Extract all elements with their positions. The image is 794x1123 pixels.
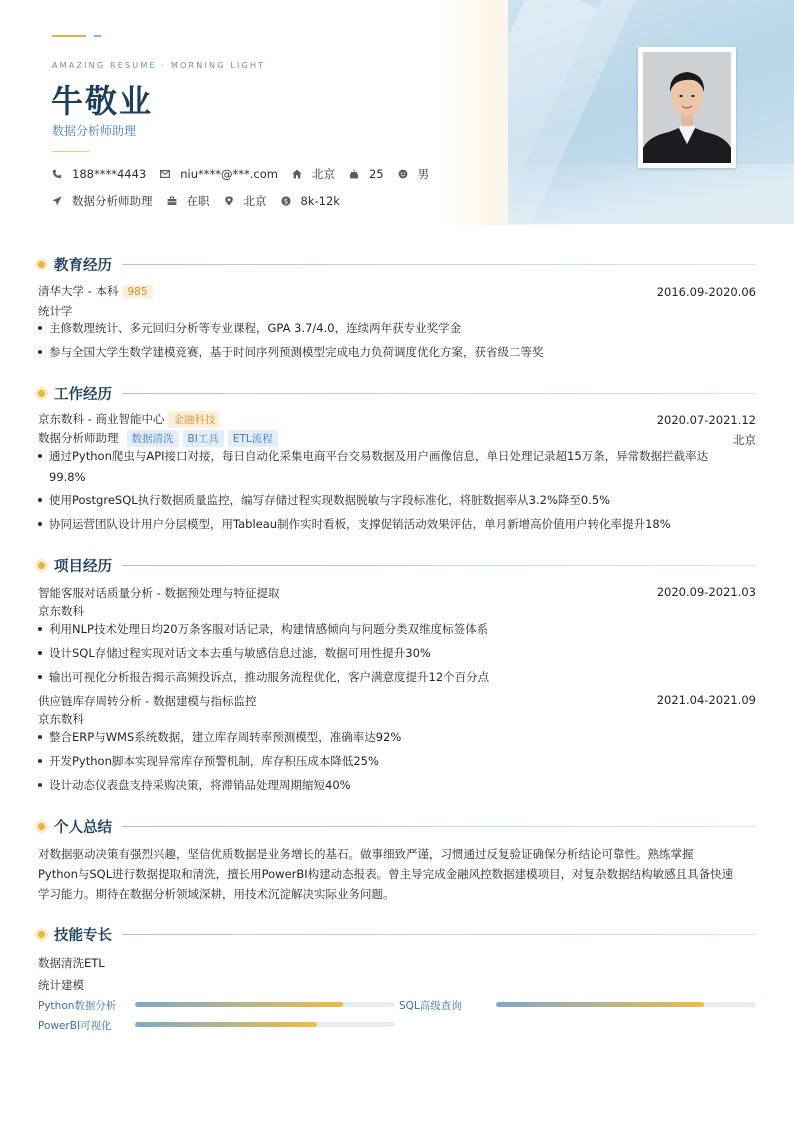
section-title-work: 工作经历 <box>54 387 112 403</box>
project-name: 智能客服对话质量分析 - 数据预处理与特征提取 <box>38 586 280 600</box>
section-rule <box>122 934 756 935</box>
project-date: 2021.04-2021.09 <box>656 693 756 707</box>
education-bullet: 参与全国大学生数学建模竞赛，基于时间序列预测模型完成电力负荷调度优化方案，获省级二等奖 <box>38 342 739 362</box>
skill-item: 统计建模 <box>38 978 84 992</box>
section-rule <box>122 393 756 394</box>
skill-bar-fill <box>135 1022 317 1027</box>
salary-item: $ 8k-12k <box>281 194 340 208</box>
section-title-projects: 项目经历 <box>54 559 112 575</box>
project-bullet: 整合ERP与WMS系统数据，建立库存周转率预测模型，准确率达92% <box>38 727 739 747</box>
project-bullet: 设计SQL存储过程实现对话文本去重与敏感信息过滤，数据可用性提升30% <box>38 643 739 663</box>
education-bullet: 主修数理统计、多元回归分析等专业课程，GPA 3.7/4.0，连续两年获专业奖学金 <box>38 318 739 338</box>
project-bullet: 输出可视化分析报告揭示高频投诉点，推动服务流程优化，客户满意度提升12个百分点 <box>38 667 739 687</box>
project-org: 京东数科 <box>38 604 84 618</box>
resume-tagline: AMAZING RESUME · MORNING LIGHT <box>52 61 266 70</box>
gender-item: 男 <box>398 166 430 182</box>
section-skills <box>36 924 756 945</box>
profile-photo <box>638 47 736 168</box>
section-dot-icon <box>38 823 45 830</box>
school-name: 清华大学 - 本科 <box>38 284 119 298</box>
section-education <box>36 254 756 275</box>
age-item: 25 <box>349 167 384 181</box>
section-rule <box>122 264 756 265</box>
section-title-summary: 个人总结 <box>54 820 112 836</box>
project-name: 供应链库存周转分析 - 数据建模与指标监控 <box>38 694 257 708</box>
skill-bar-fill <box>496 1002 704 1007</box>
project-bullet: 开发Python脚本实现异常库存预警机制，库存积压成本降低25% <box>38 751 739 771</box>
section-projects <box>36 555 756 576</box>
section-dot-icon <box>38 931 45 938</box>
home-icon <box>292 169 302 179</box>
section-work <box>36 383 756 404</box>
header-accent-blue <box>94 35 101 37</box>
project-header <box>38 585 756 601</box>
project-header <box>38 693 756 709</box>
company-tag: 金融科技 <box>168 411 220 428</box>
city-item: 北京 <box>292 166 335 182</box>
skill-tag: ETL流程 <box>228 430 278 447</box>
project-org: 京东数科 <box>38 712 84 726</box>
skill-bar <box>496 1002 756 1007</box>
job-intent-row <box>52 193 354 209</box>
summary-line: 对数据驱动决策有强烈兴趣，坚信优质数据是业务增长的基石。做事细致严谨，习惯通过反复验证确保分析结论可靠性。熟练掌握 <box>38 847 694 861</box>
work-bullet: 协同运营团队设计用户分层模型，用Tableau制作实时看板，支撑促销活动效果评估，单月新增高价值用户转化率提升18% <box>38 514 739 534</box>
work-date: 2020.07-2021.12 <box>656 413 756 427</box>
section-title-skills: 技能专长 <box>54 928 112 944</box>
salary-icon <box>281 196 291 206</box>
project-date: 2020.09-2021.03 <box>656 585 756 599</box>
skill-bar-label: SQL高级查询 <box>399 1000 462 1012</box>
work-location: 北京 <box>733 433 756 447</box>
project-bullet: 设计动态仪表盘支持采购决策，将滞销品处理周期缩短40% <box>38 775 739 795</box>
work-bullet-continuation: 99.8% <box>49 470 86 484</box>
candidate-role: 数据分析师助理 <box>52 124 137 138</box>
education-header <box>38 283 756 299</box>
work-bullet: 通过Python爬虫与API接口对接，每日自动化采集电商平台交易数据及用户画像信息，单日处理记录超15万条，异常数据拦截率达 <box>38 446 739 466</box>
gender-icon <box>398 169 408 179</box>
role-divider <box>52 151 90 152</box>
skill-bar-label: Python数据分析 <box>38 1000 117 1012</box>
cake-icon <box>349 169 359 179</box>
section-rule <box>122 565 756 566</box>
section-summary <box>36 816 756 837</box>
education-major: 统计学 <box>38 304 73 318</box>
section-rule <box>122 826 756 827</box>
skill-bar <box>135 1002 395 1007</box>
summary-text <box>38 844 756 904</box>
skill-tag: BI工具 <box>183 430 224 447</box>
phone-icon <box>52 169 62 179</box>
status-item: 在职 <box>167 193 210 209</box>
target-city-item: 北京 <box>224 193 267 209</box>
header-accent-gold <box>52 35 86 37</box>
project-bullet: 利用NLP技术处理日均20万条客服对话记录，构建情感倾向与问题分类双维度标签体系 <box>38 619 739 639</box>
skill-bar <box>135 1022 395 1027</box>
work-bullet: 使用PostgreSQL执行数据质量监控，编写存储过程实现数据脱敏与字段标准化，将脏数据率从3.2%降至0.5% <box>38 490 739 510</box>
section-title-education: 教育经历 <box>54 258 112 274</box>
candidate-name: 牛敬业 <box>51 82 154 120</box>
work-header <box>38 411 756 428</box>
briefcase-icon <box>167 196 177 206</box>
skill-item: 数据清洗ETL <box>38 956 105 970</box>
company-name: 京东数科 - 商业智能中心 <box>38 412 165 426</box>
send-icon <box>52 196 62 206</box>
svg-text:$: $ <box>283 197 288 206</box>
school-tag: 985 <box>122 285 152 299</box>
section-dot-icon <box>38 562 45 569</box>
skill-tag: 数据清洗 <box>127 430 179 447</box>
email-item: niu****@***.com <box>160 167 278 181</box>
location-pin-icon <box>224 196 234 206</box>
phone-item: 188****4443 <box>52 167 146 181</box>
summary-line: 学习能力。期待在数据分析领域深耕，用技术沉淀解决实际业务问题。 <box>38 887 395 901</box>
section-dot-icon <box>38 390 45 397</box>
target-role-item: 数据分析师助理 <box>52 193 153 209</box>
summary-line: Python与SQL进行数据提取和清洗，擅长用PowerBI构建动态报表。曾主导完成金融风控数据建模项目，对复杂数据结构敏感且具备快速 <box>38 867 734 881</box>
education-date: 2016.09-2020.06 <box>656 285 756 299</box>
section-dot-icon <box>38 261 45 268</box>
skill-bar-fill <box>135 1002 343 1007</box>
mail-icon <box>160 169 170 179</box>
skill-bar-label: PowerBI可视化 <box>38 1020 112 1032</box>
work-title-row <box>38 430 756 447</box>
contact-info-row <box>52 166 443 182</box>
job-title: 数据分析师助理 <box>38 431 119 445</box>
